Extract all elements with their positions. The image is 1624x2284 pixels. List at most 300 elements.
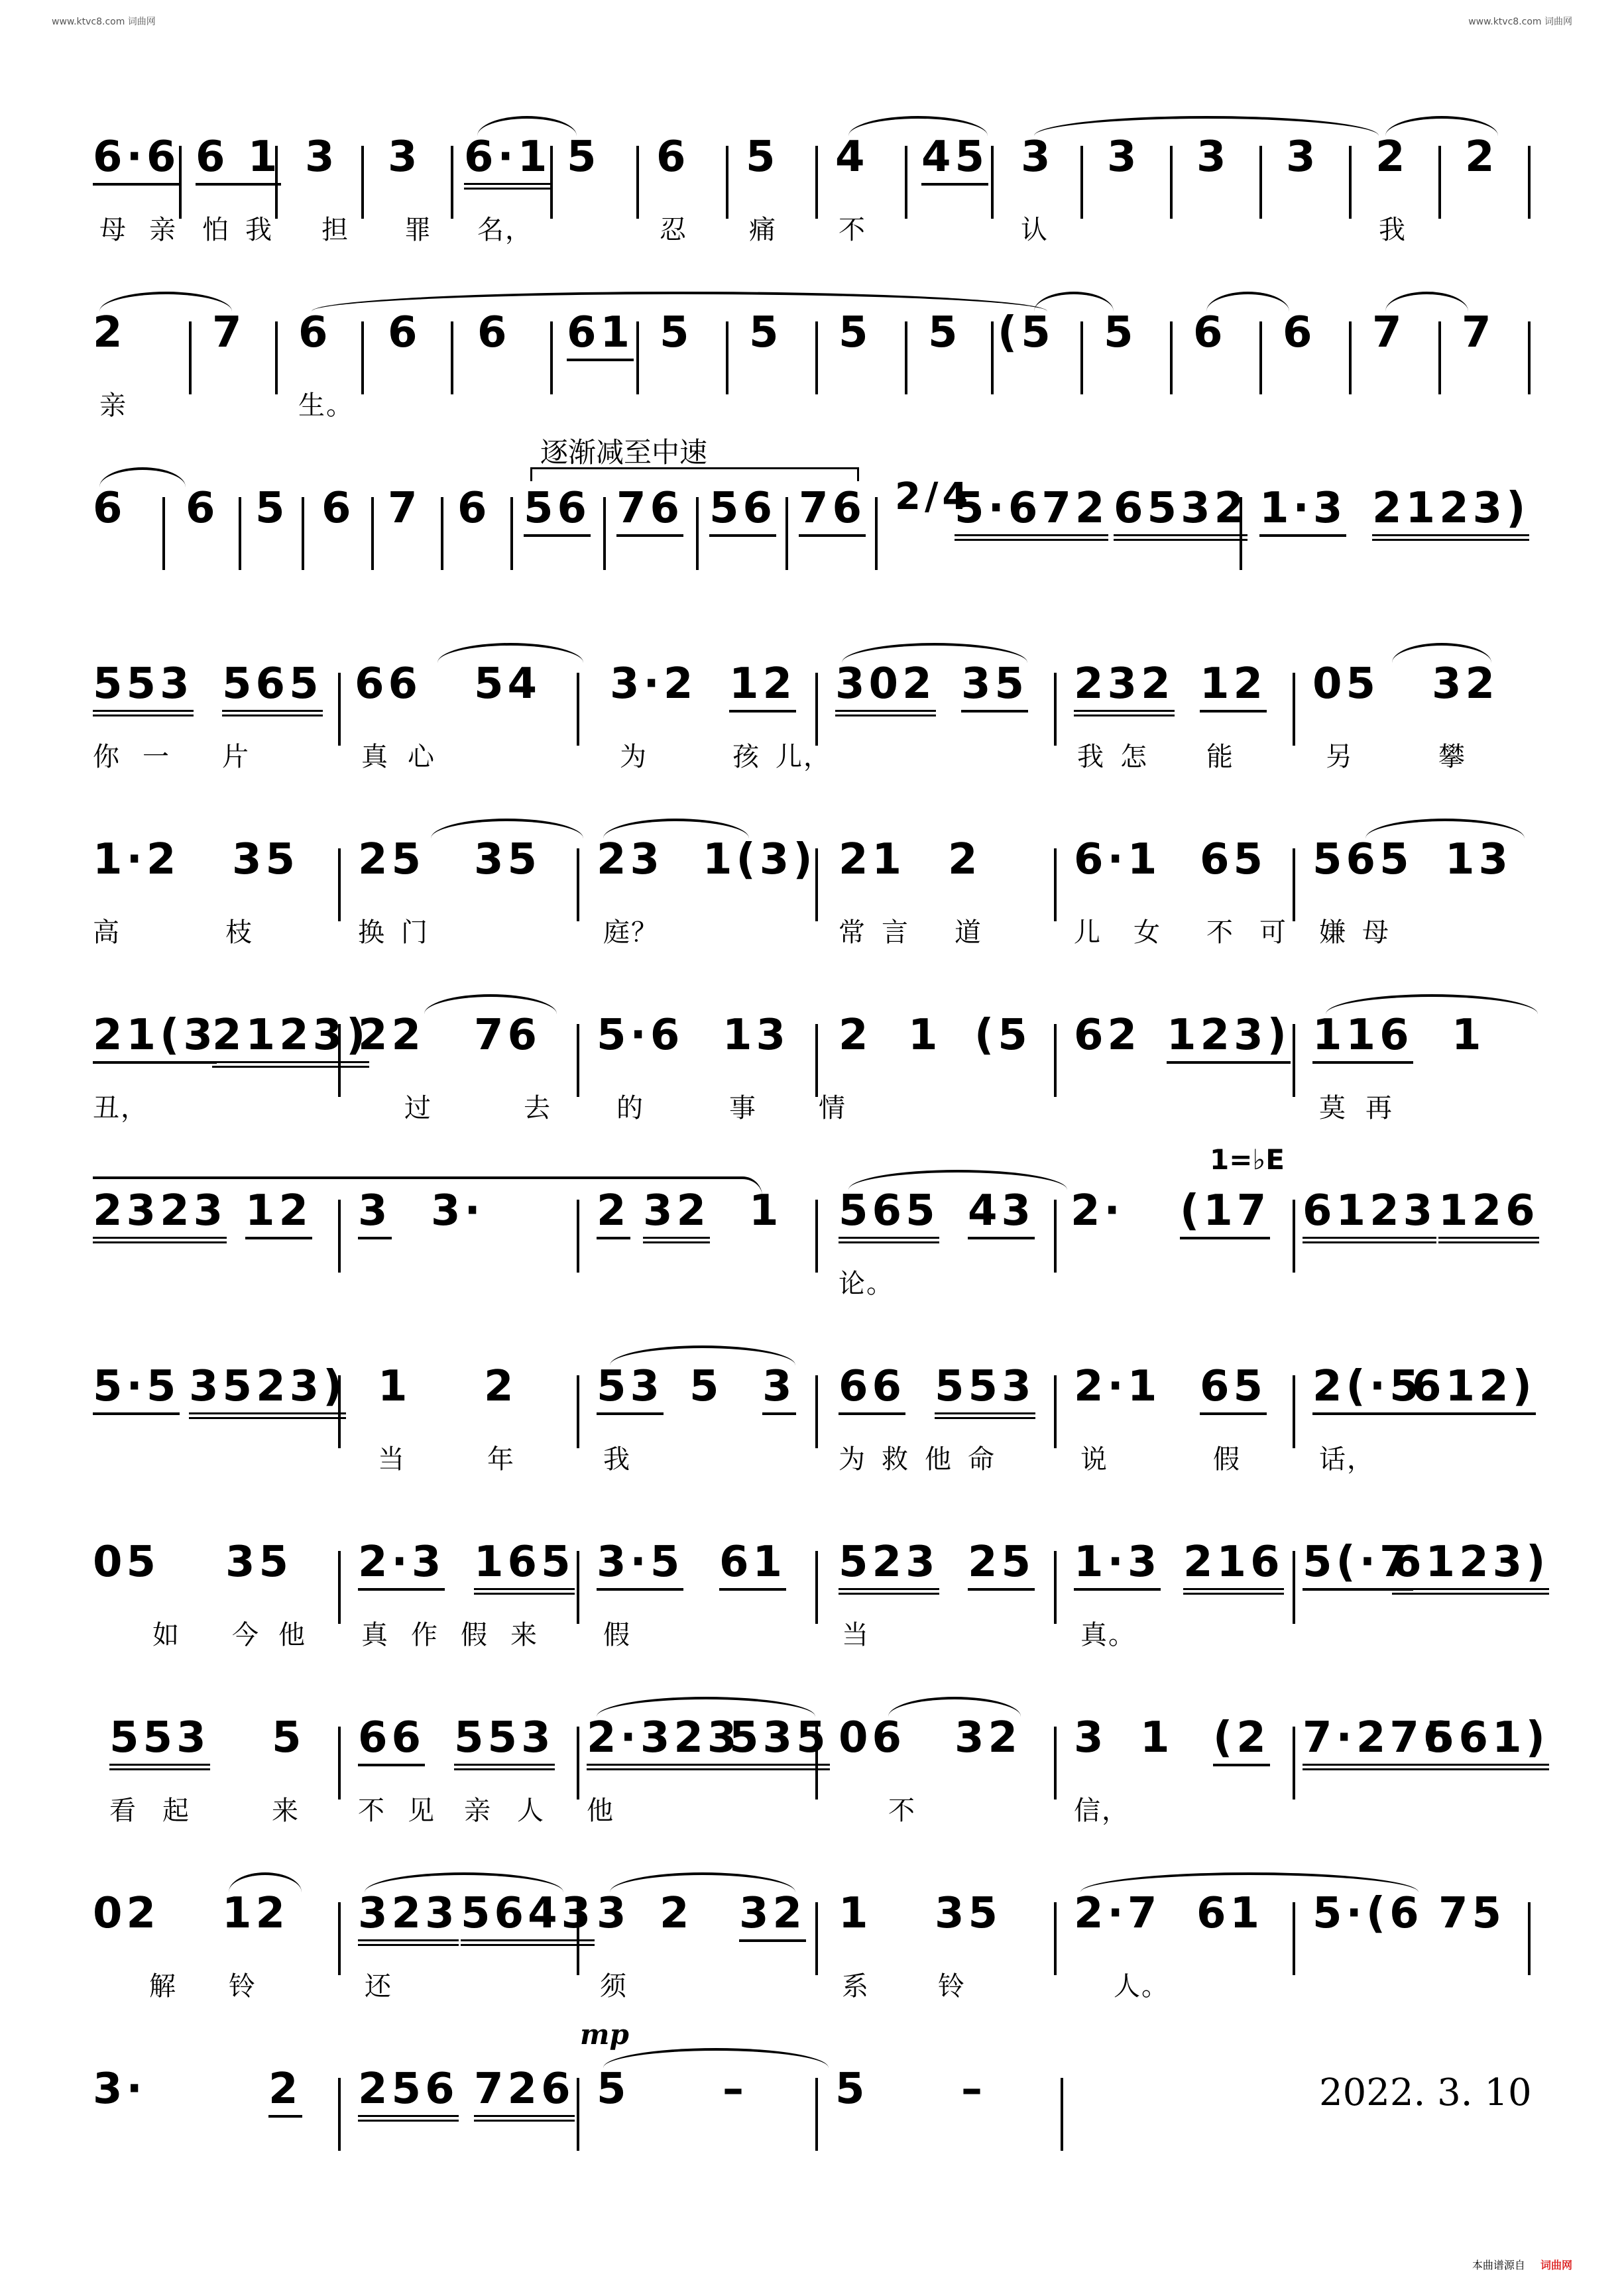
lyric: 如 (152, 1620, 180, 1650)
note: 32 (739, 1889, 806, 1942)
barline (1054, 1200, 1057, 1273)
note: 5 (835, 2065, 869, 2114)
note: 1 (378, 1362, 412, 1411)
barline (361, 146, 364, 219)
note: 1 (839, 1889, 872, 1938)
barline (338, 673, 341, 746)
slur (365, 1872, 563, 1892)
barline (275, 146, 278, 219)
note: (17 (1180, 1186, 1270, 1239)
lyric: 庭？ (603, 917, 659, 948)
note: 7 (1462, 308, 1495, 357)
notes-line (93, 475, 1544, 543)
slur (848, 1170, 1067, 1190)
score-row (93, 262, 1544, 437)
note: 13 (723, 1011, 790, 1060)
barline (275, 321, 278, 394)
note: 6 1 (196, 133, 281, 186)
note: 7 (212, 308, 246, 357)
note: 5 (928, 308, 962, 357)
note: 6 (321, 484, 355, 533)
score-row (93, 1843, 1544, 2018)
note: 6 (1283, 308, 1316, 357)
barline (1054, 1727, 1057, 1799)
lyric: 来 (510, 1620, 538, 1650)
barline (1054, 848, 1057, 921)
note: 45 (921, 133, 988, 186)
lyric: 人。 (1114, 1971, 1169, 2002)
lyric: 嫌 (1319, 917, 1347, 948)
barline (1170, 321, 1173, 394)
note: 76 (799, 484, 866, 537)
note: 3· (93, 2065, 146, 2114)
note: 3·5 (597, 1538, 683, 1591)
lyric: 再 (1365, 1093, 1393, 1123)
lyric: 当 (842, 1620, 870, 1650)
note: 1 (1140, 1713, 1174, 1762)
slur (1392, 643, 1491, 663)
note: 5 (839, 308, 872, 357)
note: 3 (358, 1186, 392, 1239)
lyric: 换 (358, 917, 386, 948)
lyric: 门 (401, 917, 429, 948)
note: 05 (93, 1538, 160, 1587)
note: 35 (935, 1889, 1002, 1938)
lyric: 我 (245, 215, 273, 245)
slur (1206, 292, 1289, 312)
note: 7 (388, 484, 422, 533)
barline (179, 146, 182, 219)
barline (1438, 321, 1441, 394)
barline (338, 1024, 341, 1097)
note: 2 (660, 1889, 693, 1938)
site-watermark-left: www.ktvc8.com 词曲网 (52, 17, 156, 27)
lyric: 怎 (1120, 742, 1148, 772)
lyrics-line (93, 384, 1544, 424)
note: 13 (1445, 835, 1513, 884)
lyric: 真。 (1080, 1620, 1136, 1650)
score-row (93, 1491, 1550, 1667)
note: 232 (1074, 659, 1175, 716)
barline (1054, 1902, 1057, 1975)
lyric: 可 (1259, 917, 1287, 948)
note: 553 (109, 1713, 210, 1770)
note: 5·672 (955, 484, 1108, 541)
barline (815, 1200, 818, 1273)
barline (451, 321, 453, 394)
note: 1 (1452, 1011, 1485, 1060)
lyric: 还 (365, 1971, 392, 2002)
final-barline (1061, 2078, 1063, 2151)
note: 5 (255, 484, 289, 533)
note: 3 (762, 1362, 796, 1415)
barline (361, 321, 364, 394)
notes-line (93, 308, 1544, 368)
note: 165 (474, 1538, 575, 1595)
barline (189, 321, 192, 394)
note: – (723, 2065, 748, 2114)
note: 323 (358, 1889, 459, 1946)
barline (510, 497, 513, 570)
note: 75 (1438, 1889, 1506, 1938)
barline (1080, 321, 1083, 394)
note: 2(·5 (1312, 1362, 1423, 1415)
lyric: 他 (925, 1444, 953, 1475)
notes-line (93, 1362, 1544, 1422)
lyric: 我 (1077, 742, 1105, 772)
barline (1293, 1375, 1295, 1448)
lyric: 去 (524, 1093, 551, 1123)
jianpu-score (93, 86, 1550, 2194)
barline (636, 146, 639, 219)
slur (603, 2048, 829, 2068)
note: 3 (1286, 133, 1320, 182)
note: 5 (660, 308, 693, 357)
lyric: 名， (477, 215, 533, 245)
note: 25 (358, 835, 426, 884)
note: 6 (477, 308, 511, 357)
barline (577, 1727, 579, 1799)
barline (1293, 1024, 1295, 1097)
barline (577, 848, 579, 921)
note: 1 (749, 1186, 783, 1235)
slur (424, 994, 557, 1014)
barline (785, 497, 788, 570)
note: 3 (305, 133, 339, 182)
note: 56 (524, 484, 591, 537)
note: 61 (719, 1538, 786, 1591)
lyric: 不 (1206, 917, 1234, 948)
barline (338, 1551, 341, 1624)
lyric: 言 (882, 917, 909, 948)
note: 21(3 (93, 1011, 217, 1064)
lyric: 不 (839, 215, 866, 245)
lyrics-line (93, 911, 1544, 951)
notes-line (93, 1011, 1544, 1070)
note: 2 (484, 1362, 518, 1411)
barline (577, 1375, 579, 1448)
lyric: 说 (1080, 1444, 1108, 1475)
barline (1259, 146, 1262, 219)
barline (162, 497, 165, 570)
slur (842, 643, 1027, 663)
note: 7 (1372, 308, 1406, 357)
note: 2· (1071, 1186, 1124, 1235)
note: 5(·7 (1303, 1538, 1413, 1591)
lyric: 今 (232, 1620, 260, 1650)
note: 126 (1438, 1186, 1539, 1243)
lyric: 攀 (1438, 742, 1466, 772)
note: 2123) (1372, 484, 1529, 541)
lyrics-line (93, 209, 1544, 249)
lyric: 我 (603, 1444, 631, 1475)
lyric: 事 (729, 1093, 757, 1123)
note: 6 (186, 484, 219, 533)
barline (1054, 1375, 1057, 1448)
note: 4 (835, 133, 869, 182)
note: 32 (955, 1713, 1022, 1762)
barline (1054, 1024, 1057, 1097)
lyric: 真 (361, 1620, 389, 1650)
tempo-marking: 逐渐减至中速 (540, 436, 708, 469)
barline (550, 321, 553, 394)
lyrics-line (93, 1965, 1544, 2005)
time-signature: 2/4 (895, 475, 972, 518)
score-row (93, 613, 1544, 789)
lyric: 为 (839, 1444, 866, 1475)
lyric: 片 (222, 742, 250, 772)
note: – (961, 2065, 986, 2114)
note: 35 (474, 835, 542, 884)
lyric: 作 (411, 1620, 439, 1650)
lyric: 不 (358, 1796, 386, 1826)
note: 6·1 (464, 133, 551, 190)
lyric: 假 (461, 1620, 489, 1650)
note: 3 (1021, 133, 1055, 182)
barline (905, 321, 907, 394)
notes-line (93, 659, 1544, 719)
date-stamp: 2022. 3. 10 (1319, 2071, 1532, 2114)
barline (577, 1902, 579, 1975)
note: 553 (935, 1362, 1035, 1419)
slur (1385, 292, 1468, 312)
slur (1034, 292, 1114, 312)
lyric: 解 (149, 1971, 177, 2002)
lyrics-line (93, 1438, 1544, 1478)
barline (815, 2078, 818, 2151)
notes-line (93, 835, 1544, 895)
slur (229, 1872, 302, 1892)
note: 2·3 (358, 1538, 445, 1591)
note: 2 (1465, 133, 1499, 182)
note: (2 (1213, 1713, 1270, 1766)
lyric: 话， (1319, 1444, 1375, 1475)
barline (577, 1200, 579, 1273)
score-row (93, 86, 1544, 262)
slur (477, 116, 577, 136)
note: 3· (431, 1186, 485, 1235)
note: 2·7 (1074, 1889, 1161, 1938)
lyrics-line (93, 736, 1544, 775)
note: 32 (643, 1186, 710, 1243)
note: 05 (1312, 659, 1380, 709)
lyric: 救 (882, 1444, 909, 1475)
barline (815, 848, 818, 921)
note: 6 (457, 484, 491, 533)
barline (815, 1727, 818, 1799)
note: 216 (1183, 1538, 1284, 1595)
note: 1·2 (93, 835, 180, 884)
note: 3523) (189, 1362, 346, 1419)
lyric: 铃 (229, 1971, 257, 2002)
lyric: 他 (587, 1796, 614, 1826)
note: 6 (656, 133, 690, 182)
note: 54 (474, 659, 542, 709)
note: 5·5 (93, 1362, 180, 1415)
barline (1293, 1902, 1295, 1975)
note: 5·(6 (1312, 1889, 1423, 1938)
note: 35 (961, 659, 1028, 713)
note: 25 (968, 1538, 1035, 1591)
site-watermark-right: www.ktvc8.com 词曲网 (1468, 17, 1572, 27)
lyric: 年 (487, 1444, 515, 1475)
note: 5 (272, 1713, 306, 1762)
note: 3 (1196, 133, 1230, 182)
note: 43 (968, 1186, 1035, 1239)
note: 2 (839, 1011, 872, 1060)
note: 2323 (93, 1186, 227, 1243)
lyric: 你 (93, 742, 121, 772)
note: 61 (1196, 1889, 1264, 1938)
note: 1 (908, 1011, 942, 1060)
barline (1528, 146, 1531, 219)
slur (1326, 994, 1538, 1014)
note: 6 (388, 308, 422, 357)
note: 53 (597, 1362, 664, 1415)
barline (1528, 1902, 1531, 1975)
lyric: 的 (616, 1093, 644, 1123)
lyric: 过 (404, 1093, 432, 1123)
barline (577, 1551, 579, 1624)
note: 6123 (1303, 1186, 1436, 1243)
barline (815, 1375, 818, 1448)
barline (815, 321, 818, 394)
lyric: 母 (1362, 917, 1390, 948)
lyrics-line (93, 1087, 1544, 1127)
barline (636, 321, 639, 394)
slur (610, 1872, 795, 1892)
lyric: 罪 (404, 215, 432, 245)
note: 56 (709, 484, 776, 537)
note: 6 (1193, 308, 1227, 357)
note: 5 (749, 308, 783, 357)
lyric: 亲 (99, 390, 127, 421)
slur (1365, 819, 1525, 838)
lyric: 母 (99, 215, 127, 245)
barline (302, 497, 304, 570)
barline (905, 146, 907, 219)
lyric: 另 (1326, 742, 1354, 772)
score-row (93, 1140, 1544, 1316)
barline (1293, 673, 1295, 746)
lyric: 莫 (1319, 1093, 1347, 1123)
note: 5 (746, 133, 780, 182)
lyric: 信， (1074, 1796, 1130, 1826)
lyric: 儿 (1074, 917, 1102, 948)
barline (338, 1375, 341, 1448)
lyric: 枝 (225, 917, 253, 948)
note: 3 (597, 1889, 630, 1938)
note: 66 (358, 1713, 425, 1766)
note: 561) (1425, 1713, 1549, 1770)
barline (1293, 1727, 1295, 1799)
note: 61 (567, 308, 634, 361)
note: 5643 (461, 1889, 595, 1946)
note: 5 (1104, 308, 1137, 357)
note: 32 (1432, 659, 1499, 709)
note: 76 (616, 484, 683, 537)
barline (1080, 146, 1083, 219)
lyric: 起 (162, 1796, 190, 1826)
note: 65 (1200, 835, 1267, 884)
lyric: 我 (1379, 215, 1407, 245)
lyrics-line (93, 1790, 1544, 1829)
note: 2123) (212, 1011, 369, 1068)
lyrics-line (93, 1614, 1544, 1654)
note: 123) (1167, 1011, 1291, 1064)
barline (815, 673, 818, 746)
note: 5 (567, 133, 601, 182)
lyric: 须 (600, 1971, 628, 2002)
note: 256 (358, 2065, 459, 2122)
barline (1438, 146, 1441, 219)
barline (1054, 1551, 1057, 1624)
score-row (93, 1667, 1549, 1843)
barline (815, 1902, 818, 1975)
barline (991, 321, 994, 394)
note: 23 (597, 835, 664, 884)
note: 06 (839, 1713, 906, 1762)
tempo-bracket (530, 467, 859, 481)
lyric: 怕 (202, 215, 230, 245)
barline (1240, 497, 1242, 570)
lyric: 看 (109, 1796, 137, 1826)
barline (338, 848, 341, 921)
note: 7·276 (1303, 1713, 1456, 1770)
lyric: 见 (408, 1796, 435, 1826)
lyric: 丑， (93, 1093, 148, 1123)
note: (5 (998, 308, 1055, 357)
lyric: 认 (1021, 215, 1049, 245)
lyric: 为 (620, 742, 648, 772)
note: 12 (1200, 659, 1267, 713)
barline (1293, 1200, 1295, 1273)
slur (437, 643, 583, 663)
note: 565 (1312, 835, 1413, 884)
barline (239, 497, 241, 570)
note: 1·3 (1074, 1538, 1161, 1591)
note: 6·6 (93, 133, 180, 186)
notes-line (93, 1186, 1544, 1246)
lyric: 心 (408, 742, 435, 772)
barline (1170, 146, 1173, 219)
barline (451, 146, 453, 219)
barline (1259, 321, 1262, 394)
note: 2 (93, 308, 127, 357)
lyric: 铃 (938, 1971, 966, 2002)
note: 2 (1375, 133, 1409, 182)
note: 02 (93, 1889, 160, 1938)
barline (338, 1902, 341, 1975)
note: 22 (358, 1011, 426, 1060)
barline (726, 146, 728, 219)
note: 726 (474, 2065, 575, 2122)
lyric: 能 (1206, 742, 1234, 772)
barline (371, 497, 374, 570)
lyric: 生。 (298, 390, 354, 421)
slur (431, 819, 583, 838)
note: 62 (1074, 1011, 1141, 1060)
lyric: 论。 (839, 1269, 894, 1299)
dynamic-marking: mp (580, 2018, 629, 2051)
score-row (93, 964, 1544, 1140)
notes-line (93, 133, 1544, 192)
barline (603, 497, 606, 570)
lyric: 儿， (776, 742, 831, 772)
note: 116 (1312, 1011, 1413, 1064)
barline (1528, 321, 1531, 394)
lyric: 担 (321, 215, 349, 245)
